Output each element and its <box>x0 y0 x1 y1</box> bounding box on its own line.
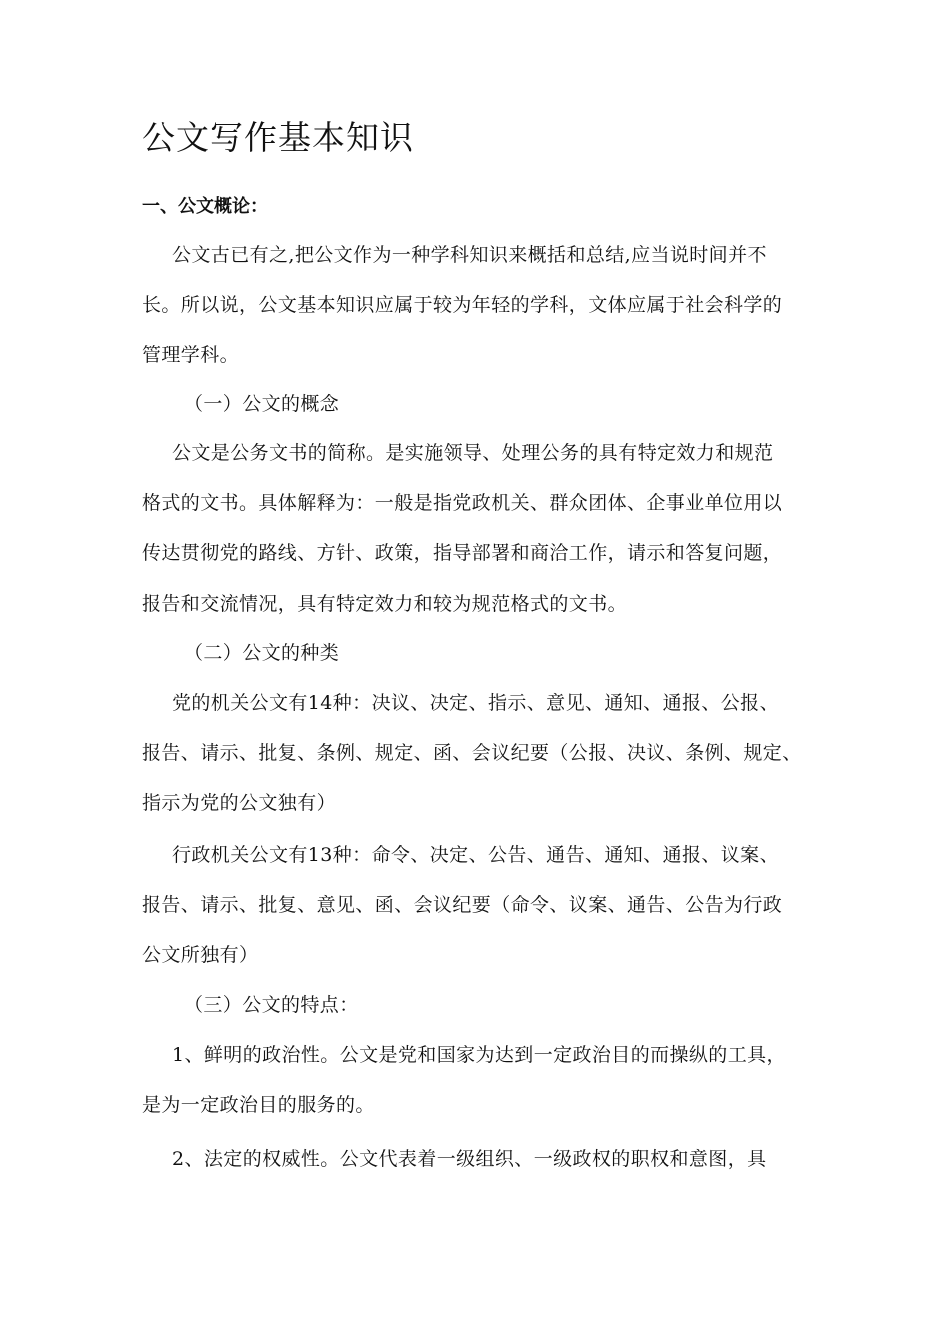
paragraph-line: 长。所以说，公文基本知识应属于较为年轻的学科，文体应属于社会科学的 <box>142 294 783 316</box>
paragraph-line: 公文古已有之,把公文作为一种学科知识来概括和总结,应当说时间并不 <box>172 244 767 266</box>
paragraph-line: 2、法定的权威性。公文代表着一级组织、一级政权的职权和意图，具 <box>172 1148 767 1170</box>
paragraph-line: 是为一定政治目的服务的。 <box>142 1094 375 1116</box>
subsection-heading: （二）公文的种类 <box>184 642 340 664</box>
paragraph-line: 管理学科。 <box>142 344 240 366</box>
paragraph-line: 1、鲜明的政治性。公文是党和国家为达到一定政治目的而操纵的工具， <box>172 1044 786 1066</box>
paragraph-line: 格式的文书。具体解释为：一般是指党政机关、群众团体、企事业单位用以 <box>142 492 783 514</box>
paragraph-line: 报告、请示、批复、意见、函、会议纪要（命令、议案、通告、公告为行政 <box>142 894 783 916</box>
subsection-heading: （三）公文的特点： <box>184 994 359 1016</box>
paragraph-line: 公文是公务文书的简称。是实施领导、处理公务的具有特定效力和规范 <box>172 442 774 464</box>
paragraph-line: 报告、请示、批复、条例、规定、函、会议纪要（公报、决议、条例、规定、 <box>142 742 802 764</box>
paragraph-line: 传达贯彻党的路线、方针、政策，指导部署和商洽工作，请示和答复问题， <box>142 542 783 564</box>
subsection-heading: （一）公文的概念 <box>184 393 340 415</box>
paragraph-line: 行政机关公文有13种：命令、决定、公告、通告、通知、通报、议案、 <box>172 844 779 866</box>
paragraph-line: 党的机关公文有14种：决议、决定、指示、意见、通知、通报、公报、 <box>172 692 779 714</box>
paragraph-line: 公文所独有） <box>142 944 259 966</box>
paragraph-line: 报告和交流情况，具有特定效力和较为规范格式的文书。 <box>142 593 628 615</box>
section-heading: 一、公文概论： <box>142 196 268 217</box>
paragraph-line: 指示为党的公文独有） <box>142 792 337 814</box>
document-title: 公文写作基本知识 <box>142 118 414 157</box>
